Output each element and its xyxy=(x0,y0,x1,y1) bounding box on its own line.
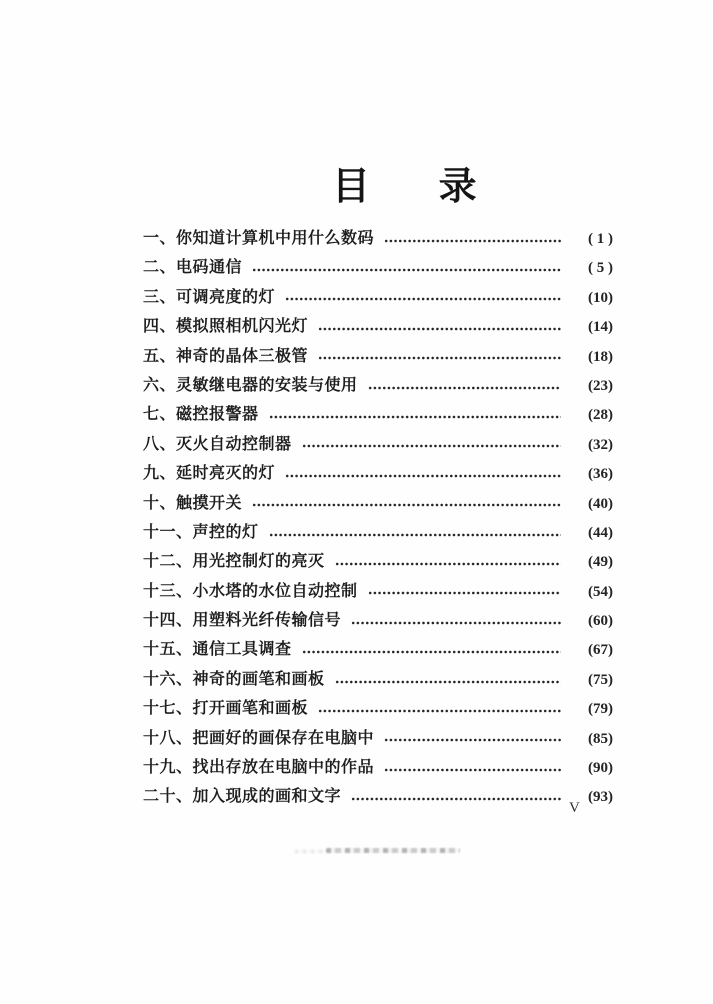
toc-entry-page: (54) xyxy=(588,583,613,600)
toc-entry-label: 六、灵敏继电器的安装与使用 xyxy=(143,376,358,394)
page-title: 目 录 xyxy=(332,166,479,209)
toc-entry-label: 十八、把画好的画保存在电脑中 xyxy=(143,729,375,747)
toc-entry xyxy=(143,489,613,518)
toc-entry xyxy=(143,371,613,400)
toc-entry xyxy=(143,547,613,576)
toc-entry xyxy=(143,518,613,547)
dotted-leader xyxy=(318,706,561,716)
toc-entry-label: 十七、打开画笔和画板 xyxy=(143,700,309,718)
toc-entry-label: 一、你知道计算机中用什么数码 xyxy=(143,230,375,247)
toc-entry-page: (28) xyxy=(588,407,613,424)
toc-entry-page: (44) xyxy=(588,524,613,541)
toc-entry-label: 十五、通信工具调查 xyxy=(143,641,292,659)
toc-entry-page: ( 5 ) xyxy=(588,260,613,277)
toc-entry-page: (85) xyxy=(588,730,613,747)
bleed-through-artifact xyxy=(326,848,460,853)
toc-entry-page: (18) xyxy=(588,348,613,365)
toc-entry-label: 十九、找出存放在电脑中的作品 xyxy=(143,759,375,777)
toc-entry xyxy=(143,577,613,606)
dotted-leader xyxy=(285,471,561,481)
dotted-leader xyxy=(269,530,561,540)
toc-entry xyxy=(143,782,613,811)
toc-entry-page: (14) xyxy=(588,319,613,336)
dotted-leader xyxy=(302,647,561,657)
dotted-leader xyxy=(351,618,561,628)
dotted-leader xyxy=(252,500,561,510)
toc-entry-page: (23) xyxy=(588,377,613,394)
toc-entry xyxy=(143,694,613,723)
toc-entry-label: 十六、神奇的画笔和画板 xyxy=(143,670,325,688)
toc-entry-page: (67) xyxy=(588,642,613,659)
toc-entry-page: (32) xyxy=(588,436,613,453)
toc-entry-label: 二十、加入现成的画和文字 xyxy=(143,788,342,806)
toc-entry-label: 二、电码通信 xyxy=(143,259,243,277)
toc-entry xyxy=(143,430,613,459)
dotted-leader xyxy=(335,559,561,569)
toc-entry-label: 九、延时亮灭的灯 xyxy=(143,465,276,483)
toc-entry-page: (93) xyxy=(588,789,613,806)
toc-entry xyxy=(143,665,613,694)
toc-entry-label: 三、可调亮度的灯 xyxy=(143,288,276,306)
toc-entry xyxy=(143,459,613,488)
dotted-leader xyxy=(384,735,561,745)
toc-entry-label: 十四、用塑料光纤传输信号 xyxy=(143,612,342,630)
toc-entry-label: 十二、用光控制灯的亮灭 xyxy=(143,553,325,571)
toc-entry xyxy=(143,606,613,635)
toc-entry-label: 五、神奇的晶体三极管 xyxy=(143,347,309,365)
dotted-leader xyxy=(318,324,561,334)
toc-entry-page: (49) xyxy=(588,554,613,571)
toc-entry xyxy=(143,400,613,429)
toc-entry-page: (36) xyxy=(588,466,613,483)
toc-entry xyxy=(143,283,613,312)
dotted-leader xyxy=(368,588,561,598)
dotted-leader xyxy=(285,294,561,304)
toc-entry-page: (60) xyxy=(588,613,613,630)
toc-entry-label: 七、磁控报警器 xyxy=(143,406,259,424)
toc-entry-label: 十三、小水塔的水位自动控制 xyxy=(143,582,358,600)
bleed-through-artifact-tail xyxy=(295,850,329,853)
toc-entry-label: 四、模拟照相机闪光灯 xyxy=(143,318,309,336)
dotted-leader xyxy=(384,765,561,775)
dotted-leader xyxy=(318,353,561,363)
toc-entry-page: (90) xyxy=(588,760,613,777)
dotted-leader xyxy=(368,383,561,393)
toc-entry xyxy=(143,253,613,282)
toc-entry-label: 十、触摸开关 xyxy=(143,494,243,512)
toc-entry xyxy=(143,753,613,782)
toc-entry xyxy=(143,342,613,371)
toc-entry-page: (10) xyxy=(588,289,613,306)
toc-entry-label: 十一、声控的灯 xyxy=(143,523,259,541)
toc-entry-page: (40) xyxy=(588,495,613,512)
dotted-leader xyxy=(351,794,561,804)
dotted-leader xyxy=(335,677,561,687)
toc-list xyxy=(143,224,613,812)
toc-entry-page: (79) xyxy=(588,701,613,718)
toc-entry xyxy=(143,312,613,341)
folio-page-number: V xyxy=(569,800,580,816)
dotted-leader xyxy=(252,265,561,275)
toc-entry xyxy=(143,635,613,664)
toc-entry-page: (75) xyxy=(588,671,613,688)
toc-entry xyxy=(143,224,613,253)
toc-entry xyxy=(143,724,613,753)
dotted-leader xyxy=(384,236,561,246)
toc-entry-page: ( 1 ) xyxy=(588,231,613,247)
dotted-leader xyxy=(269,412,561,422)
dotted-leader xyxy=(302,441,561,451)
toc-entry-label: 八、灭火自动控制器 xyxy=(143,435,292,453)
